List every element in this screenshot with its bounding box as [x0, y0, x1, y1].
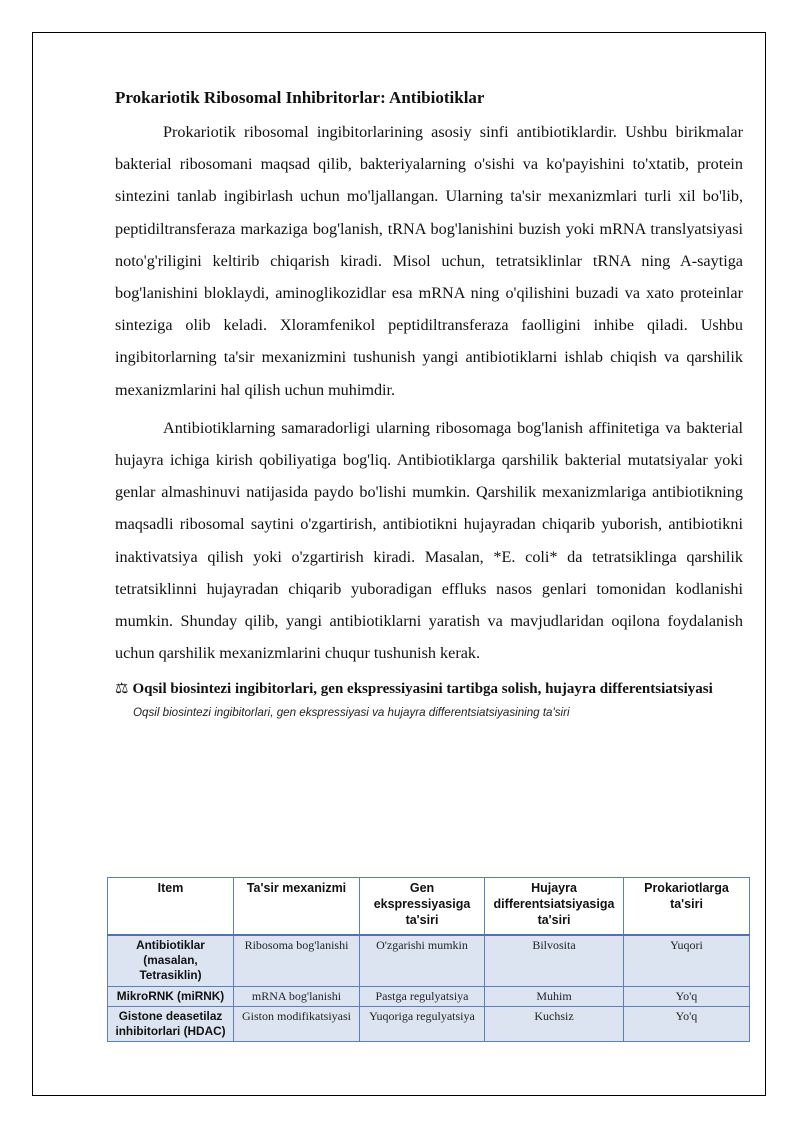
document-body	[115, 84, 743, 730]
cell-gene-expression: O'zgarishi mumkin	[360, 935, 485, 987]
header-item: Item	[108, 878, 234, 935]
cell-cell-differentiation: Muhim	[485, 987, 624, 1007]
section-title	[115, 679, 743, 700]
cell-item: Gistone deasetilaz inhibitorlari (HDAC)	[108, 1007, 234, 1042]
cell-gene-expression: Yuqoriga regulyatsiya	[360, 1007, 485, 1042]
cell-prokaryote-effect: Yo'q	[624, 1007, 750, 1042]
cell-cell-differentiation: Kuchsiz	[485, 1007, 624, 1042]
cell-cell-differentiation: Bilvosita	[485, 935, 624, 987]
cell-prokaryote-effect: Yuqori	[624, 935, 750, 987]
cell-mechanism: Giston modifikatsiyasi	[234, 1007, 360, 1042]
table-row	[108, 935, 750, 987]
cell-item: MikroRNK (miRNK)	[108, 987, 234, 1007]
table-row	[108, 1007, 750, 1042]
cell-gene-expression: Pastga regulyatsiya	[360, 987, 485, 1007]
header-prokaryote-effect: Prokariotlarga ta'siri	[624, 878, 750, 935]
table-row	[108, 987, 750, 1007]
header-mechanism: Ta'sir mexanizmi	[234, 878, 360, 935]
section-title-text: Oqsil biosintezi ingibitorlari, gen ekspressiyasini tartibga solish, hujayra differentsiatsiyasi	[132, 681, 713, 698]
paragraph-2: Antibiotiklarning samaradorligi ularning ribosomaga bog'lanish affinitetiga va bakterial hujayra ichiga kirish qobiliyatiga bog'liq. Antibiotiklarga qarshilik bakterial mutatsiyalar yoki genlar almashinuvi natijasida paydo bo'lishi mumkin. Qarshilik mexanizmlariga antibiotikning maqsadli ribosomal saytini o'zgartirish, antibiotikni hujayradan chiqarib yuborish, antibiotikni inaktivatsiya qilish yoki o'zgartirish kiradi. Masalan, *E. coli* da tetratsiklinga qarshilik tetratsiklinni hujayradan chiqarib yuboradigan effluks nasos genlari tomonidan kodlanishi mumkin. Shunday qilib, yangi antibiotiklarni yaratish va mavjudlaridan oqilona foydalanish uchun qarshilik mexanizmlarini chuqur tushunish kerak.	[115, 418, 743, 663]
table-caption: Oqsil biosintezi ingibitorlari, gen ekspressiyasi va hujayra differentsiatsiyasining ta'siri	[133, 706, 570, 720]
header-gene-expression: Gen ekspressiyasiga ta'siri	[360, 878, 485, 935]
header-cell-differentiation: Hujayra differentsiatsiyasiga ta'siri	[485, 878, 624, 935]
scales-icon: ⚖	[115, 681, 129, 698]
cell-mechanism: mRNA bog'lanishi	[234, 987, 360, 1007]
cell-item: Antibiotiklar (masalan, Tetrasiklin)	[108, 935, 234, 987]
page-heading: Prokariotik Ribosomal Inhibritorlar: Antibiotiklar	[115, 88, 485, 107]
comparison-table	[107, 877, 750, 1042]
table-header-row	[108, 878, 750, 935]
cell-mechanism: Ribosoma bog'lanishi	[234, 935, 360, 987]
paragraph-1: Prokariotik ribosomal ingibitorlarining asosiy sinfi antibiotiklardir. Ushbu birikmalar bakterial ribosomani maqsad qilib, bakteriyalarning o'sishi va ko'payishini to'xtatib, protein sintezini tanlab ingibirlash uchun mo'ljallangan. Ularning ta'sir mexanizmlari turli xil bo'lib, peptidiltransferaza markaziga bog'lanish, tRNA bog'lanishini buzish yoki mRNA translyatsiyasi noto'g'riligini keltirib chiqarish kiradi. Misol uchun, tetratsiklinlar tRNA ning A-saytiga bog'lanishini bloklaydi, aminoglikozidlar esa mRNA ning o'qilishini buzadi va xato proteinlar sinteziga olib keladi. Xloramfenikol peptidiltransferaza faolligini inhibe qiladi. Ushbu ingibitorlarning ta'sir mexanizmini tushunish yangi antibiotiklarni ishlab chiqish va qarshilik mexanizmlarini hal qilish uchun muhimdir.	[115, 123, 743, 399]
cell-prokaryote-effect: Yo'q	[624, 987, 750, 1007]
